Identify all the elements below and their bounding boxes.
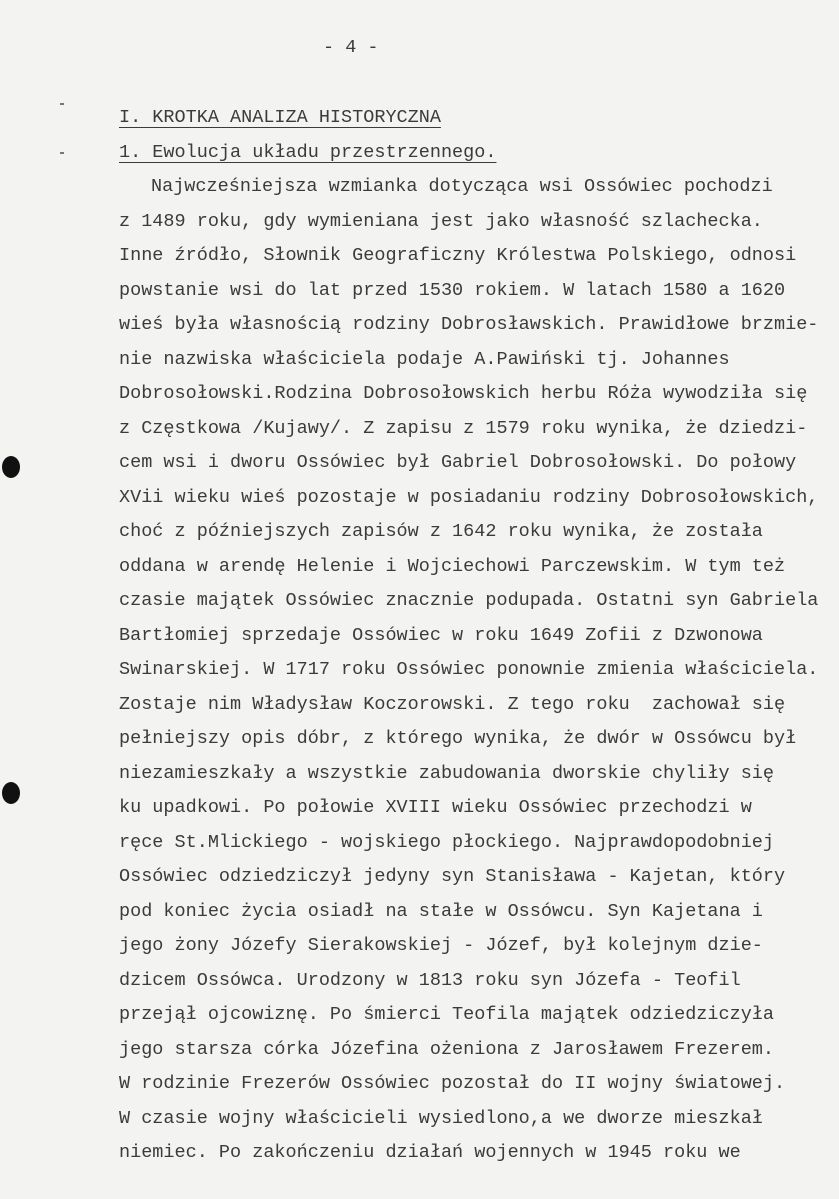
body-line: niemiec. Po zakończeniu działań wojennych w 1945 roku we	[119, 1142, 741, 1163]
body-line: przejął ojcowiznę. Po śmierci Teofila majątek odziedziczyła	[119, 1004, 775, 1025]
body-line: powstanie wsi do lat przed 1530 rokiem. W latach 1580 a 1620	[119, 279, 786, 301]
document-body	[119, 101, 829, 1171]
body-line: cem wsi i dworu Ossówiec był Gabriel Dobrosołowski. Do połowy	[119, 452, 797, 473]
body-line: ku upadkowi. Po połowie XVIII wieku Ossówiec przechodzi w	[119, 797, 752, 818]
punch-hole-mark	[2, 456, 20, 478]
body-line: z 1489 roku, gdy wymieniana jest jako własność szlachecka.	[119, 210, 763, 232]
body-line: choć z późniejszych zapisów z 1642 roku wynika, że została	[119, 521, 763, 542]
punch-hole-mark	[2, 782, 20, 804]
body-line: wieś była własnością rodziny Dobrosławskich. Prawidłowe brzmie-	[119, 314, 819, 335]
body-line: Bartłomiej sprzedaje Ossówiec w roku 1649 Zofii z Dzwonowa	[119, 624, 763, 646]
body-line: Dobrosołowski.Rodzina Dobrosołowskich herbu Róża wywodziła się	[119, 383, 808, 404]
margin-mark	[60, 152, 64, 154]
body-line: jego żony Józefy Sierakowskiej - Józef, był kolejnym dzie-	[119, 935, 763, 956]
body-line: Zostaje nim Władysław Koczorowski. Z tego roku zachował się	[119, 693, 786, 715]
body-line: nie nazwiska właściciela podaje A.Pawiński tj. Johannes	[119, 348, 730, 370]
body-line: W rodzinie Frezerów Ossówiec pozostał do II wojny światowej.	[119, 1073, 786, 1094]
margin-mark	[60, 103, 64, 105]
body-line: niezamieszkały a wszystkie zabudowania dworskie chyliły się	[119, 762, 775, 784]
body-line: z Częstkowa /Kujawy/. Z zapisu z 1579 roku wynika, że dziedzi-	[119, 417, 808, 439]
body-line: Swinarskiej. W 1717 roku Ossówiec ponownie zmienia właściciela.	[119, 659, 819, 680]
body-line: ręce St.Mlickiego - wojskiego płockiego. Najprawdopodobniej	[119, 831, 775, 853]
section-heading-text: I. KROTKA ANALIZA HISTORYCZNA	[119, 107, 441, 128]
page-number: - 4 -	[323, 37, 379, 58]
body-line: W czasie wojny właścicieli wysiedlono,a we dworze mieszkał	[119, 1107, 763, 1129]
body-line: oddana w arendę Helenie i Wojciechowi Parczewskim. W tym też	[119, 555, 786, 577]
body-line: pod koniec życia osiadł na stałe w Ossówcu. Syn Kajetana i	[119, 900, 763, 922]
body-line: pełniejszy opis dóbr, z którego wynika, że dwór w Ossówcu był	[119, 728, 797, 749]
body-line: XVii wieku wieś pozostaje w posiadaniu rodziny Dobrosołowskich,	[119, 486, 819, 508]
body-line: czasie majątek Ossówiec znacznie podupada. Ostatni syn Gabriela	[119, 590, 819, 611]
body-line: jego starsza córka Józefina ożeniona z Jarosławem Frezerem.	[119, 1038, 775, 1060]
subsection-heading	[119, 136, 829, 171]
section-heading	[119, 101, 829, 136]
subsection-heading-text: 1. Ewolucja układu przestrzennego.	[119, 141, 497, 163]
body-line: Ossówiec odziedziczył jedyny syn Stanisława - Kajetan, który	[119, 866, 786, 887]
body-line: Inne źródło, Słownik Geograficzny Królestwa Polskiego, odnosi	[119, 245, 797, 266]
body-line: dzicem Ossówca. Urodzony w 1813 roku syn Józefa - Teofil	[119, 969, 741, 991]
body-line: Najwcześniejsza wzmianka dotycząca wsi Ossówiec pochodzi	[151, 176, 773, 197]
